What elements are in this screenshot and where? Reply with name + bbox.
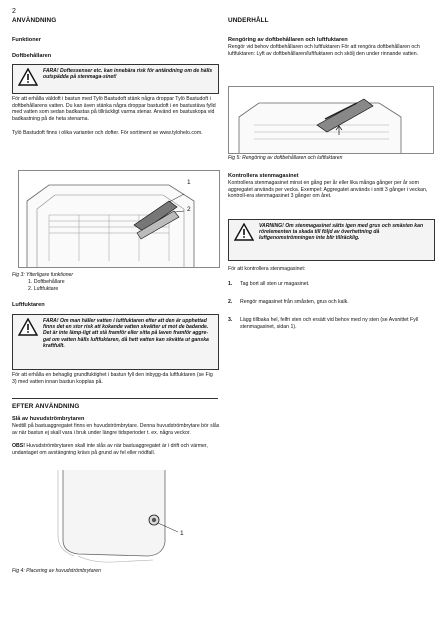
figure-4-caption: Fig 4: Placering av huvudströmbrytaren xyxy=(12,568,101,574)
heading-cleaning: Rengöring av doftbehållaren och luftfuktaren xyxy=(228,37,348,43)
warning-text-fragrance: FARA! Doftessenser etc. kan innebära risk för antändning om de hälls outspädda på stenmaga-sinet! xyxy=(43,68,213,81)
heading-fragrance-container: Doftbehållaren xyxy=(12,53,52,59)
step-text: Rengör magasinet från småsten, grus och kalk. xyxy=(240,299,349,305)
list-item xyxy=(228,317,434,335)
heading-main-switch: Slå av huvudströmbrytaren xyxy=(12,416,85,422)
figure-5-cleaning xyxy=(228,86,434,154)
warning-triangle-icon xyxy=(234,223,254,241)
figure-4-main-switch xyxy=(18,470,218,566)
paragraph-main-switch: Nedtill på bastuaggregatet finns en huvudströmbrytare. Denna huvudströmbrytare bör slås av när bastun ej skall vara i bruk under längre tidsperioder t. ex. några veckor. xyxy=(12,423,220,436)
steps-list xyxy=(228,281,434,335)
callout-2: 2 xyxy=(187,206,191,213)
step-text: Tag bort all sten ur magasinet. xyxy=(240,281,310,287)
figure-3-item-2: 2. Luftfuktare xyxy=(28,286,59,292)
heater-base-illustration xyxy=(18,470,218,566)
paragraph-stone-magazine: Kontrollera stenmagasinet minst en gång per år eller lika många gånger per år som aggregatet används per vecka. Exempel: Aggregatet används i snitt 3 gånger i veckan, kontroll-era stenmagasinet 3 gånger om året. xyxy=(228,180,428,200)
warning-box-humidifier xyxy=(12,314,219,370)
heading-humidifier: Luftfuktaren xyxy=(12,302,45,308)
callout-1: 1 xyxy=(187,179,191,186)
obs-label: OBS! xyxy=(12,443,25,449)
section-title-after-use: EFTER ANVÄNDNING xyxy=(12,403,80,410)
heater-lift-illustration xyxy=(229,87,433,153)
warning-text-humidifier: FARA! Om man häller vatten i luftfuktaren efter att den är upphettad finns det en stor risk att kokande vatten skvätter ut mot de badande. Det är inte lämp-ligt att stå framför eller sitta på laven framför aggre-gat om vatten hälls luftfuktaren, då hett vatten kan skvätta ut ganska kraftfullt. xyxy=(43,318,209,349)
step-number: 2. xyxy=(228,299,233,305)
callout-1: 1 xyxy=(180,530,184,537)
section-title-maintenance: UNDERHÅLL xyxy=(228,17,269,24)
warning-box-fragrance xyxy=(12,64,219,94)
figure-3-caption: Fig 3: Ytterligare funktioner xyxy=(12,272,74,278)
warning-box-stone-magazine xyxy=(228,219,435,261)
list-item xyxy=(228,299,434,317)
warning-triangle-icon xyxy=(18,68,38,86)
paragraph-cleaning: Rengör vid behov doftbehållaren och luftfuktaren För att rengöra doftbehållaren och luftfuktaren: Lyft av doftbehållaren/luftfuktaren och skölj den under rinnande vatten. xyxy=(228,44,420,57)
step-text: Lägg tillbaka hel, felfri sten och ersätt vid behov med ny sten (se Avsnittet Fyll stenmagasinet, sidan 1). xyxy=(240,317,419,330)
obs-text: Huvudströmbrytaren skall inte slås av när bastuaggregatet är i drift och värmer, undantaget om avstängning krävs på grund av fel eller nödfall. xyxy=(12,443,208,456)
step-number: 1. xyxy=(228,281,233,287)
paragraph-humidifier-fill: För att erhålla en behaglig grundfuktighet i bastun fyll den inbygg-da luftfuktaren (se Fig 3) med vatten innan bastun kopplas på. xyxy=(12,372,213,385)
section-title-usage: ANVÄNDNING xyxy=(12,17,57,24)
page-number: 2 xyxy=(12,8,16,15)
heading-functions: Funktioner xyxy=(12,37,41,43)
paragraph-obs xyxy=(12,443,220,456)
figure-5-caption: Fig 5: Rengöring av doftbehållaren och luftfuktaren xyxy=(228,155,343,161)
figure-3-item-1: 1. Doftbehållare xyxy=(28,279,65,285)
step-number: 3. xyxy=(228,317,233,323)
list-item xyxy=(228,281,434,299)
warning-triangle-icon xyxy=(18,318,38,336)
warning-text-stone-magazine: VARNING! Om stenmagasinet sätts igen med grus och smästen kan rörelementen ta skada till följd av överhettning då luftgenomströmningen inte blir tillräcklig. xyxy=(259,223,424,242)
heading-stone-magazine: Kontrollera stenmagasinet xyxy=(228,173,299,179)
paragraph-check-intro: För att kontrollera stenmagasinet: xyxy=(228,266,306,272)
figure-3-additional-functions xyxy=(18,170,220,268)
paragraph-fragrance-usage: För att erhålla väldoft i bastun med Tylö Bastudoft stänk några droppar Tylö Bastudoft i doftbehållarens vatten. Du kan även stänka några droppar bastudoft i en bastustäva fylld med vatten som sedan badkastas på tillräckligt varma stenar. Använd en bastuskopa vid badkastning på de heta stenarna. xyxy=(12,96,216,122)
section-divider xyxy=(12,398,218,399)
paragraph-fragrance-range: Tylö Bastudoft finns i olika varianter och dofter. För sortiment se www.tylohelo.com. xyxy=(12,130,203,136)
